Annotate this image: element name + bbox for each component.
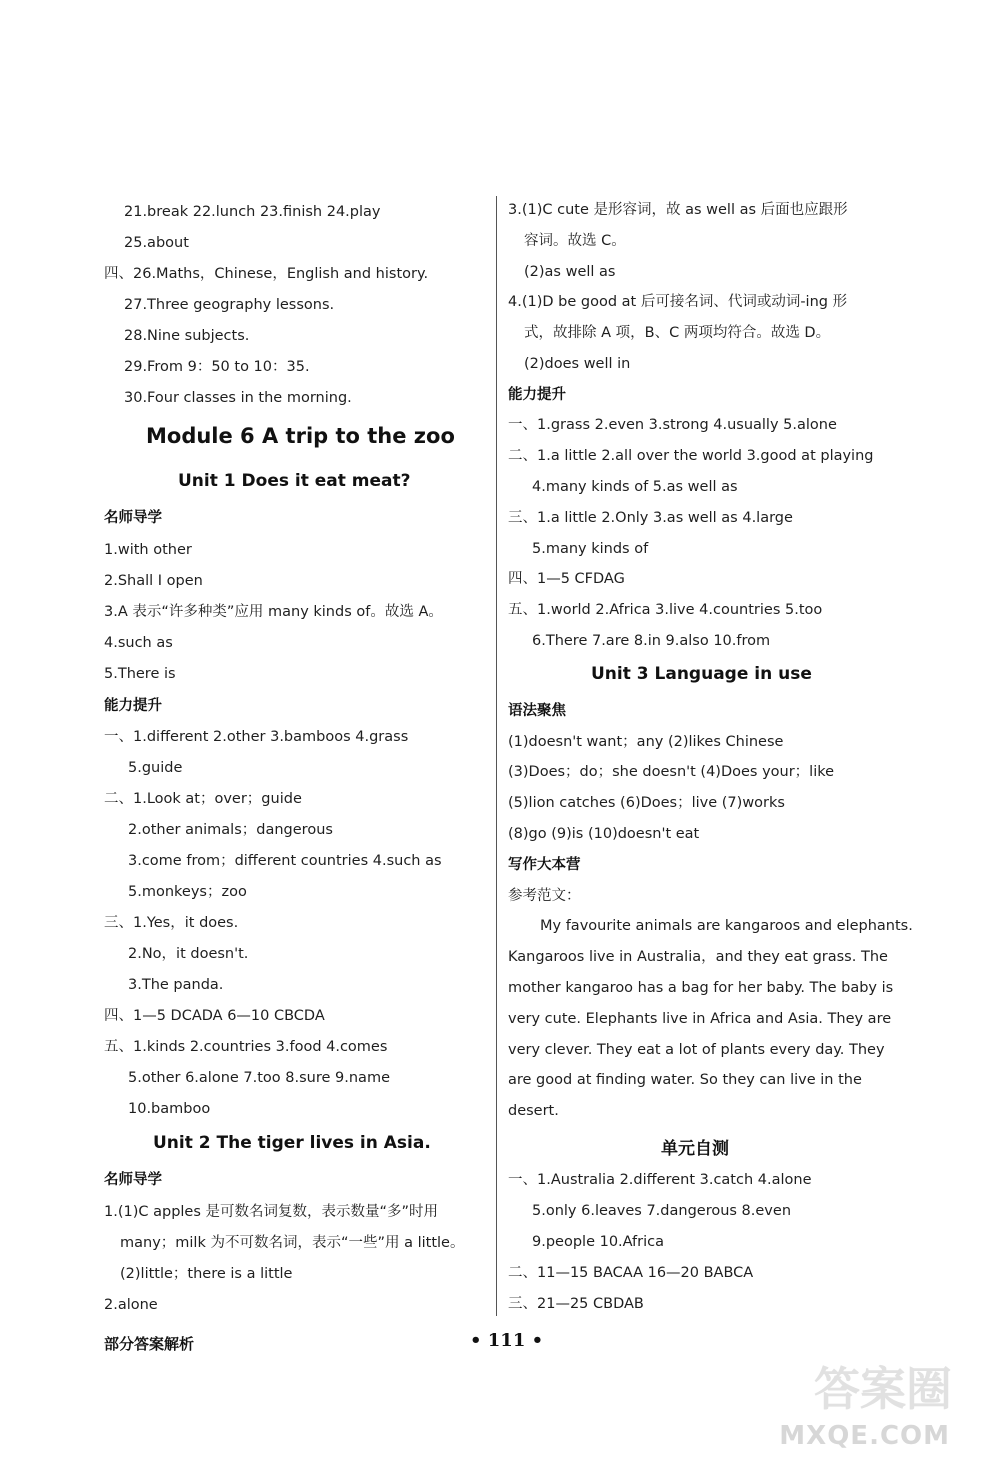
answer-line: (2)as well as: [524, 264, 616, 280]
answer-line: 二、11—15 BACAA 16—20 BABCA: [508, 1265, 754, 1281]
footer-label: 部分答案解析: [104, 1335, 195, 1353]
answer-line: My favourite animals are kangaroos and elephants.: [540, 918, 913, 934]
answer-line: 容词。故选 C。: [524, 233, 626, 249]
section-heading: 能力提升: [104, 698, 162, 714]
answer-line: 4.such as: [104, 635, 173, 651]
answer-line: (1)doesn't want；any (2)likes Chinese: [508, 734, 784, 750]
answer-line: 5.monkeys；zoo: [128, 884, 247, 900]
answer-line: 五、1.kinds 2.countries 3.food 4.comes: [104, 1039, 388, 1055]
answer-line: very clever. They eat a lot of plants every day. They: [508, 1042, 885, 1058]
answer-line: very cute. Elephants live in Africa and Asia. They are: [508, 1011, 892, 1027]
watermark: [779, 1362, 978, 1459]
module-title: Module 6 A trip to the zoo: [146, 424, 455, 448]
answer-line: 10.bamboo: [128, 1101, 211, 1117]
answer-line: 五、1.world 2.Africa 3.live 4.countries 5.too: [508, 602, 823, 618]
answer-line: 3.A 表示“许多种类”应用 many kinds of。故选 A。: [104, 604, 443, 620]
answer-line: 四、1—5 CFDAG: [508, 571, 625, 587]
answer-line: many；milk 为不可数名词，表示“一些”用 a little。: [120, 1235, 465, 1251]
section-heading: 名师导学: [104, 1172, 162, 1188]
answer-line: (2)little；there is a little: [120, 1266, 293, 1282]
answer-line: 四、1—5 DCADA 6—10 CBCDA: [104, 1008, 325, 1024]
answer-line: 一、1.Australia 2.different 3.catch 4.alone: [508, 1172, 812, 1188]
unit-title: Unit 1 Does it eat meat?: [178, 471, 411, 491]
answer-line: 1.(1)C apples 是可数名词复数，表示数量“多”时用: [104, 1204, 439, 1220]
answer-line: are good at finding water. So they can live in the: [508, 1072, 862, 1088]
answer-line: 2.other animals；dangerous: [128, 822, 333, 838]
answer-line: 三、1.Yes，it does.: [104, 915, 239, 931]
answer-line: 3.come from；different countries 4.such as: [128, 853, 442, 869]
answer-line: 21.break 22.lunch 23.finish 24.play: [124, 204, 381, 220]
answer-line: 30.Four classes in the morning.: [124, 390, 352, 406]
answer-line: 四、26.Maths，Chinese，English and history.: [104, 266, 429, 282]
answer-line: 5.only 6.leaves 7.dangerous 8.even: [532, 1203, 792, 1219]
answer-line: 二、1.a little 2.all over the world 3.good at playing: [508, 448, 874, 464]
answer-line: 式，故排除 A 项，B、C 两项均符合。故选 D。: [524, 325, 831, 341]
answer-line: 5.other 6.alone 7.too 8.sure 9.name: [128, 1070, 390, 1086]
answer-line: (2)does well in: [524, 356, 631, 372]
answer-line: 2.Shall I open: [104, 573, 203, 589]
answer-line: 25.about: [124, 235, 189, 251]
answer-line: 参考范文：: [508, 888, 581, 904]
column-divider: [496, 196, 497, 1316]
answer-line: 一、1.grass 2.even 3.strong 4.usually 5.alone: [508, 417, 837, 433]
answer-line: 4.(1)D be good at 后可接名词、代词或动词-ing 形: [508, 294, 848, 310]
unit-title: Unit 2 The tiger lives in Asia.: [153, 1133, 431, 1153]
answer-line: 27.Three geography lessons.: [124, 297, 335, 313]
section-heading: 语法聚焦: [508, 703, 566, 719]
answer-line: 28.Nine subjects.: [124, 328, 250, 344]
answer-line: 2.alone: [104, 1297, 158, 1313]
answer-line: 三、21—25 CBDAB: [508, 1296, 644, 1312]
answer-line: desert.: [508, 1103, 559, 1119]
answer-line: 一、1.different 2.other 3.bamboos 4.grass: [104, 729, 409, 745]
answer-line: 6.There 7.are 8.in 9.also 10.from: [532, 633, 771, 649]
answer-line: 29.From 9：50 to 10：35.: [124, 359, 310, 375]
answer-line: 5.guide: [128, 760, 183, 776]
watermark-text: MXQE.COM: [779, 1421, 950, 1451]
answer-line: 4.many kinds of 5.as well as: [532, 479, 738, 495]
answer-line: 2.No，it doesn't.: [128, 946, 249, 962]
answer-line: (8)go (9)is (10)doesn't eat: [508, 826, 700, 842]
watermark-seal: 答案圈: [814, 1362, 952, 1416]
answer-line: 3.The panda.: [128, 977, 224, 993]
answer-line: 二、1.Look at；over；guide: [104, 791, 302, 807]
answer-line: 5.many kinds of: [532, 541, 649, 557]
answer-line: (3)Does；do；she doesn't (4)Does your；like: [508, 764, 835, 780]
answer-line: (5)lion catches (6)Does；live (7)works: [508, 795, 785, 811]
section-heading: 名师导学: [104, 510, 162, 526]
section-heading: 能力提升: [508, 387, 566, 403]
answer-line: 1.with other: [104, 542, 192, 558]
unit-title: 单元自测: [661, 1139, 729, 1159]
answer-line: mother kangaroo has a bag for her baby. The baby is: [508, 980, 894, 996]
unit-title: Unit 3 Language in use: [591, 664, 812, 684]
answer-line: 三、1.a little 2.Only 3.as well as 4.large: [508, 510, 793, 526]
answer-line: 9.people 10.Africa: [532, 1234, 665, 1250]
answer-line: Kangaroos live in Australia，and they eat grass. The: [508, 949, 888, 965]
page-number: • 111 •: [470, 1330, 544, 1351]
section-heading: 写作大本营: [508, 857, 581, 873]
answer-line: 5.There is: [104, 666, 176, 682]
answer-line: 3.(1)C cute 是形容词，故 as well as 后面也应跟形: [508, 202, 848, 218]
